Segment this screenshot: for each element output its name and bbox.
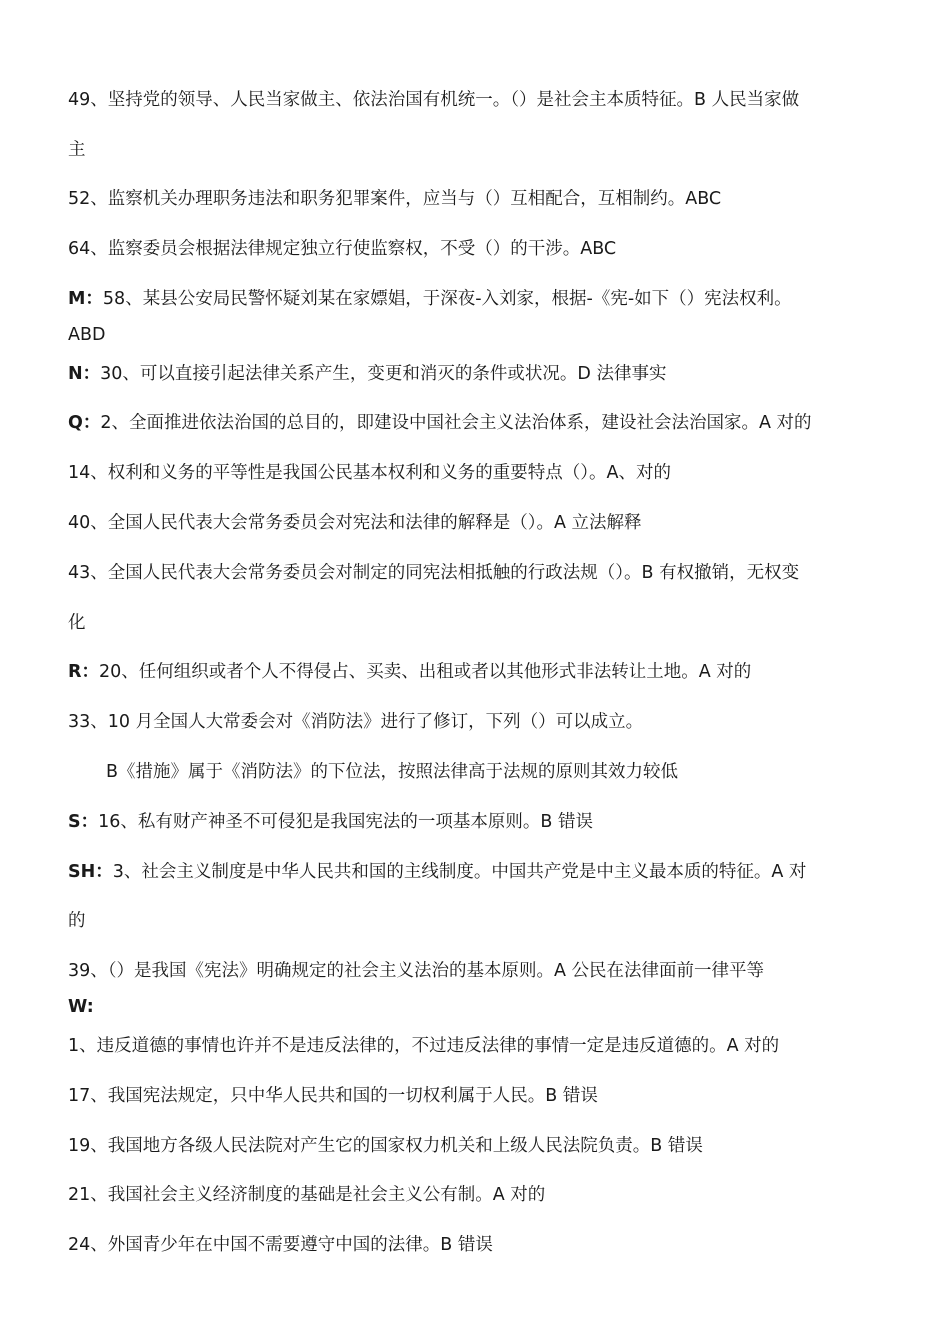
- question-text: ABD: [68, 325, 106, 345]
- question-line: [68, 1034, 898, 1058]
- question-line: [68, 1084, 898, 1108]
- question-text: 主: [68, 140, 86, 160]
- question-text: 52、监察机关办理职务违法和职务犯罪案件，应当与（）互相配合，互相制约。ABC: [68, 189, 722, 209]
- question-text: 39、（）是我国《宪法》明确规定的社会主义法治的基本原则。A 公民在法律面前一律平等: [68, 961, 765, 981]
- question-text: 14、权利和义务的平等性是我国公民基本权利和义务的重要特点（）。A、对的: [68, 463, 671, 483]
- question-line: [68, 362, 898, 386]
- question-text: 2、全面推进依法治国的总目的，即建设中国社会主义法治体系，建设社会法治国家。A 对的: [100, 413, 812, 433]
- question-line: [68, 611, 898, 635]
- letter-heading: R：: [68, 662, 99, 682]
- question-text: 43、全国人民代表大会常务委员会对制定的同宪法相抵触的行政法规（）。B 有权撤销，无权变: [68, 563, 800, 583]
- question-line: [68, 710, 898, 734]
- question-text: 33、10 月全国人大常委会对《消防法》进行了修订，下列（）可以成立。: [68, 712, 644, 732]
- question-text: 的: [68, 911, 86, 931]
- question-text: 64、监察委员会根据法律规定独立行使监察权，不受（）的干涉。ABC: [68, 239, 617, 259]
- question-line: [68, 237, 898, 261]
- question-line: [68, 860, 898, 884]
- letter-heading: M：: [68, 289, 103, 309]
- question-text: 3、社会主义制度是中华人民共和国的主线制度。中国共产党是中主义最本质的特征。A 对: [112, 862, 807, 882]
- answer-text: B《措施》属于《消防法》的下位法，按照法律高于法规的原则其效力较低: [106, 762, 679, 782]
- letter-heading: S：: [68, 812, 99, 832]
- question-line: [68, 1183, 898, 1207]
- question-line: [68, 660, 898, 684]
- question-line: [68, 411, 898, 435]
- question-text: 30、可以直接引起法律关系产生，变更和消灭的条件或状况。D 法律事实: [100, 364, 667, 384]
- question-text: 16、私有财产神圣不可侵犯是我国宪法的一项基本原则。B 错误: [98, 812, 593, 832]
- question-line: [68, 909, 898, 933]
- question-line: [68, 461, 898, 485]
- question-line: [68, 323, 898, 347]
- question-line: [68, 995, 898, 1019]
- question-line: [68, 138, 898, 162]
- question-line: [68, 511, 898, 535]
- question-text: 24、外国青少年在中国不需要遵守中国的法律。B 错误: [68, 1235, 493, 1255]
- answer-line: [106, 760, 936, 784]
- question-text: 49、坚持党的领导、人民当家做主、依法治国有机统一。（）是社会主本质特征。B 人民当家做: [68, 90, 800, 110]
- question-text: 1、违反道德的事情也许并不是违反法律的，不过违反法律的事情一定是违反道德的。A 对的: [68, 1036, 780, 1056]
- letter-heading: W:: [68, 997, 94, 1017]
- question-text: 21、我国社会主义经济制度的基础是社会主义公有制。A 对的: [68, 1185, 546, 1205]
- question-line: [68, 1233, 898, 1257]
- question-text: 化: [68, 613, 86, 633]
- question-line: [68, 561, 898, 585]
- question-text: 19、我国地方各级人民法院对产生它的国家权力机关和上级人民法院负责。B 错误: [68, 1136, 703, 1156]
- question-line: [68, 88, 898, 112]
- letter-heading: N：: [68, 364, 101, 384]
- question-line: [68, 1134, 898, 1158]
- question-line: [68, 187, 898, 211]
- question-text: 58、某县公安局民警怀疑刘某在家嫖娼，于深夜-入刘家，根据-《宪-如下（）宪法权利。: [102, 289, 792, 309]
- question-text: 17、我国宪法规定，只中华人民共和国的一切权利属于人民。B 错误: [68, 1086, 598, 1106]
- letter-heading: SH：: [68, 862, 113, 882]
- question-line: [68, 810, 898, 834]
- question-line: [68, 959, 898, 983]
- letter-heading: Q：: [68, 413, 101, 433]
- question-line: [68, 287, 898, 311]
- question-text: 40、全国人民代表大会常务委员会对宪法和法律的解释是（）。A 立法解释: [68, 513, 642, 533]
- question-text: 20、任何组织或者个人不得侵占、买卖、出租或者以其他形式非法转让土地。A 对的: [98, 662, 752, 682]
